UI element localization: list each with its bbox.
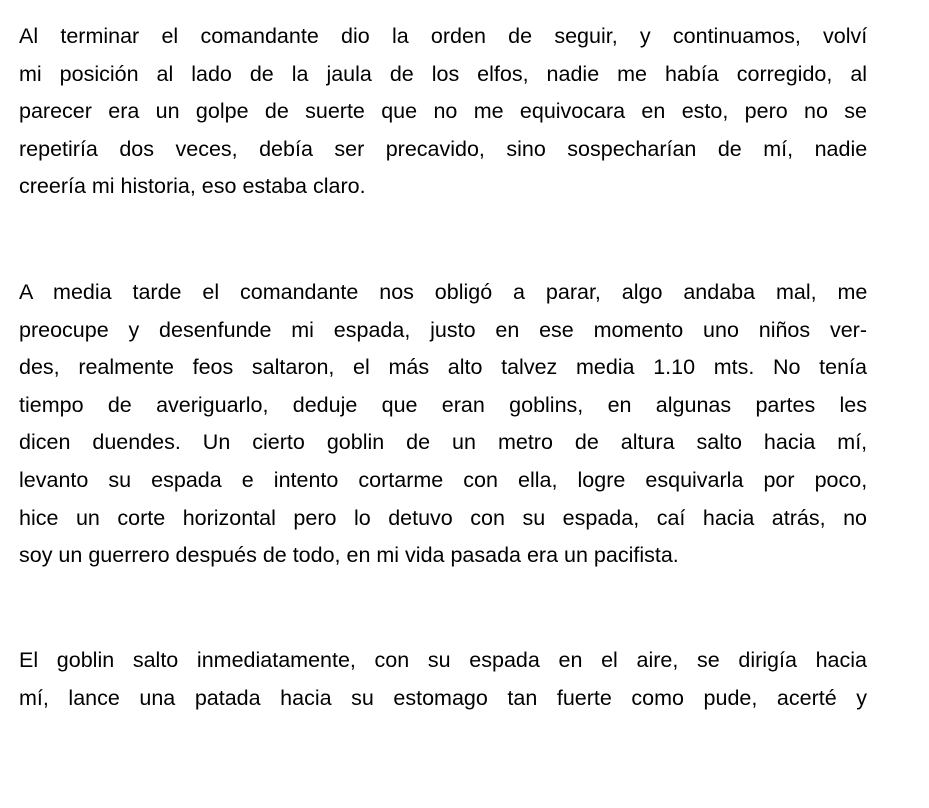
text-line: mí, lance una patada hacia su estomago tan fuerte como pude, acerté y	[19, 685, 867, 710]
text-line: creería mi historia, eso estaba claro.	[19, 174, 366, 199]
text-line: des, realmente feos saltaron, el más alto talvez media 1.10 mts. No tenía	[19, 355, 867, 380]
text-line: mi posición al lado de la jaula de los elfos, nadie me había corregido, al	[19, 61, 868, 86]
text-line: repetiría dos veces, debía ser precavido, sino sospecharían de mí, nadie	[19, 136, 868, 161]
text-line: dicen duendes. Un cierto goblin de un metro de altura salto hacia mí,	[19, 430, 868, 455]
paragraph-1	[19, 18, 867, 206]
text-line: hice un corte horizontal pero lo detuvo con su espada, caí hacia atrás, no	[19, 505, 867, 530]
text-line: El goblin salto inmediatamente, con su espada en el aire, se dirigía hacia	[19, 648, 867, 672]
text-line: Al terminar el comandante dio la orden de seguir, y continuamos, volví	[19, 24, 868, 48]
text-line: parecer era un golpe de suerte que no me equivocara en esto, pero no se	[19, 99, 867, 124]
text-line: soy un guerrero después de todo, en mi vida pasada era un pacifista.	[19, 543, 679, 568]
text-line: preocupe y desenfunde mi espada, justo en ese momento uno niños ver-	[19, 317, 867, 342]
text-line: A media tarde el comandante nos obligó a parar, algo andaba mal, me	[19, 280, 868, 304]
text-line: tiempo de averiguarlo, deduje que eran goblins, en algunas partes les	[19, 392, 867, 417]
text-line: levanto su espada e intento cortarme con ella, logre esquivarla por poco,	[19, 467, 868, 492]
paragraph-2	[19, 274, 867, 575]
paragraph-3	[19, 642, 867, 717]
